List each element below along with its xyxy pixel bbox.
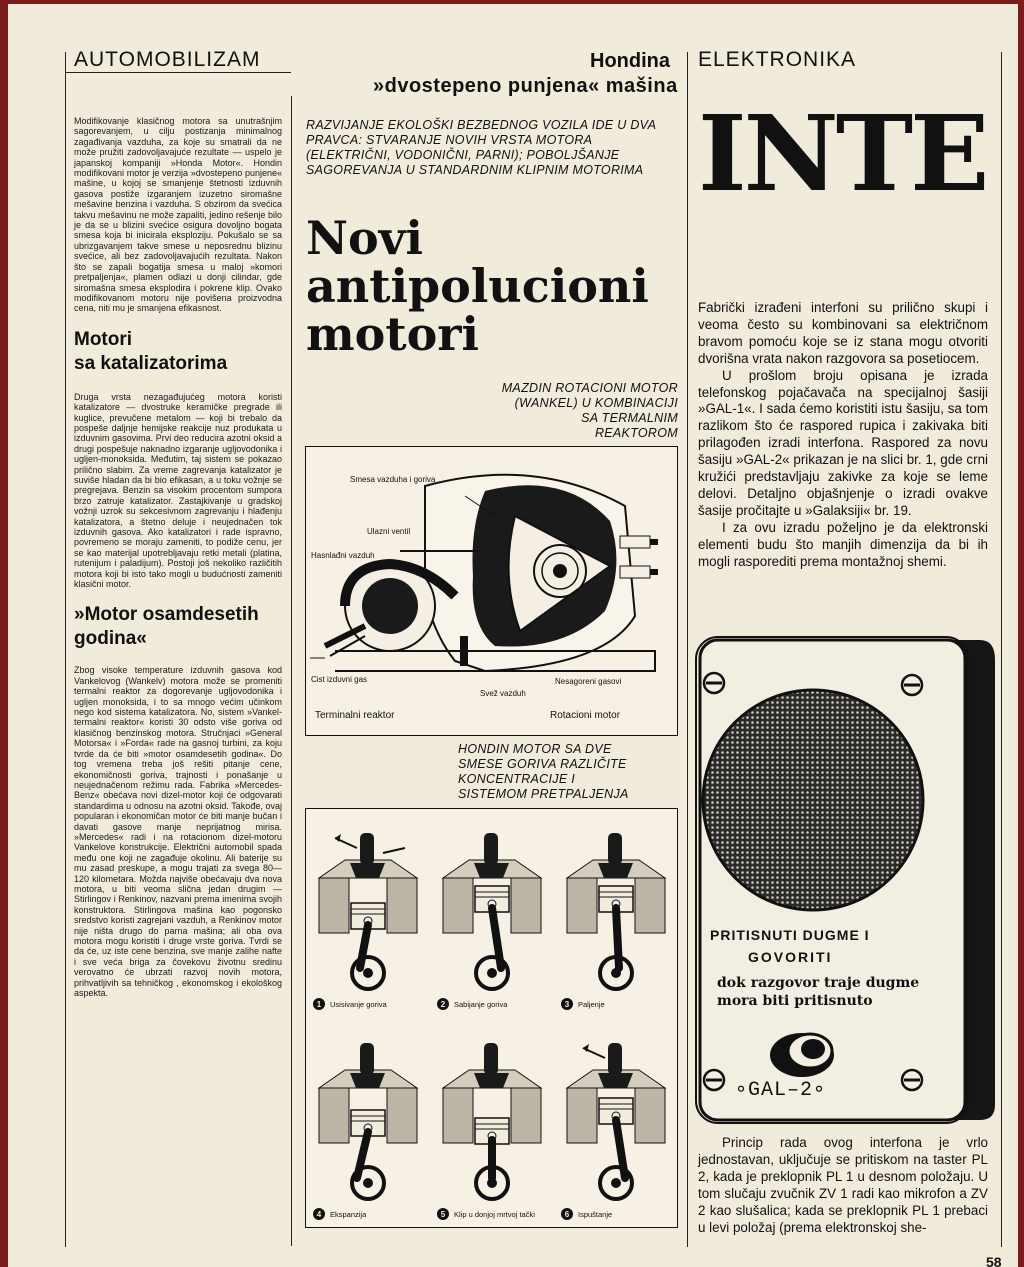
label-intake: Ulazni ventil (367, 527, 411, 536)
caption-mazda-line3: SA TERMALNIM (581, 411, 678, 425)
para-intro: Fabrički izrađeni interfoni su prilično skupi i veoma često su kombinovani sa električnom bravom pomoću koje se iz stana mogu otvoriti dvorišna vrata nakon razgovora sa posetiocem. (698, 300, 988, 366)
device-hand-line1: dok razgovor traje dugme (717, 975, 920, 991)
subheading-catalysts-line1: Motori (74, 328, 133, 350)
label-reactor: Terminalni reaktor (315, 710, 395, 721)
wankel-reactor-diagram (305, 446, 678, 736)
stage-label: Ekspanzija (330, 1210, 367, 1219)
intercom-device-illustration (690, 635, 995, 1125)
honda-stages-diagram (305, 808, 678, 1228)
label-fresh-air: Svež vazduh (480, 689, 526, 698)
intro-italic: RAZVIJANJE EKOLOŠKI BEZBEDNOG VOZILA IDE U DVA PRAVCA: STVARANJE NOVIH VRSTA MOTORA (ELEKTRIČNI, VODONIČNI, PARNI); POBOLJŠANJE SAGOREVANJA U STANDARDNIM KLIPNIM MOTORIMA (306, 118, 656, 177)
caption-honda-line2: SMESE GORIVA RAZLIČITE (458, 757, 627, 771)
eighties-paragraph: Zbog visoke temperature izduvnih gasova kod Vankelovog (Wankelv) motora može se promeniti termalni reaktor za dogorevanje ugljovodonika i ugljen monoksida, i to sa mnogo većim učinkom nego kod sistema katalizatora. No, sistem »Vankel-termalni reaktor« koristi 30 odsto više goriva od klasičnog benzinskog motora. Stručnjaci »General Motorsa« i »Forda« rade na gasnoj turbini, za koju tvrde da će biti »motor osamdesetih godina«. Do tog vremena treba još rešiti pitanje cene, ekonomičnosti goriva, trajnosti i ponašanje u neujednačenom režimu rada. Fabrika »Mercedes-Benz« obećava novi dizel-motor koji će odgovarati standardima u odnosu na azotni oksid. Takođe, ovaj popularan i ekonomičan motor će biti manje bučan i davati gasove manje neprijatnog mirisa. »Mercedes« radi i na rotacionom dizel-motoru Vankelove konstrukcije. Električni automobil spada među one koji ne zagađuje okolinu. Ali baterije su mu zasad preskupe, a mogu trajati za svega 80—120 kilometara. Možda najviše obećavaju dva nova motora, u biti veoma slična jedan drugim — Stirlingov i Renkinov, nazvani prema imenima svojih konstruktora. Stirlingova mašina kao pogonsko sredstvo koristi zagrejani vazduh, a Renkinov motor nije ništa drugo do parna mašina; ali oba ova motora mogu koristiti i druge vrste goriva. Tvrdi se da će, uz iste cene benzina, sve manje zalihe nafte i sve veća briga za čovekovu životnu sredinu verovatno će ubrzati razvoj novih motora, prihvatljivih sa tehničkog , ekonomskog i ekološkog aspekta. (74, 665, 282, 999)
label-unburnt: Nesagoreni gasovi (555, 677, 622, 686)
column-right (698, 300, 988, 571)
para-principle-wrap (698, 1135, 988, 1236)
stage-label: Sabijanje goriva (454, 1000, 508, 1009)
title-line3: motori (306, 307, 479, 361)
section-header-automobilizam: AUTOMOBILIZAM (74, 48, 261, 71)
label-exhaust: Cist izduvni gas (311, 675, 368, 684)
column-rule-left (65, 52, 66, 1247)
stage-number: 1 (316, 1000, 322, 1009)
intro-paragraph: Modifikovanje klasičnog motora sa unutrašnjim sagorevanjem, u cilju postizanja minimalnog zagađivanja vazduha, za koje su smatrali da ne može pružiti zadovoljavajuće rezultate — uspelo je japanskoj kompaniji »Honda Motor«. Hondin modifikovani motor je verzija »dvostepeno punjene« mašine, u kojoj se smanjenje štetnosti izduvnih gasova postiže izgaranjem izuzetno siromašne mešavine benzina i vazduha. S obzirom da svećica takvu mešavinu ne može zapaliti, jedino rešenje bilo je da se u blizini svećice osigura dovoljno bogata smesa koja bi inicirala eksploziju. Pokušalo se sa ubrizgavanjem takve smese u neposrednu blizinu svećice, ali bez zadovoljavajućih rezultata. Nakon što se zapali bogatija smesa u maloj »komori pretpaljenja«, plamen odlazi u donji cilindar, gde siromašna smesa eksplodira i pokrene klip. Ovako modifikovanom motoru nije povišena proizvodna cena, niti mu je smanjena efikasnost. (74, 116, 282, 314)
catalysts-paragraph: Druga vrsta nezagađujućeg motora koristi katalizatore — dvostruke keramičke pregrade ili kuglice, prevučene metalom — koji bi trebalo da pospeše daljnje hemijske reakcije nuz produkata u izduvnim gasovima. Prvi deo reducira azotni oksid a drugi pospešuje naknadno izgaranje ugljovodonika i ugljen-monoksida. Međutim, taj sistem se pokazao prilično slabim. Za vreme zagrevanja katalizator je suviše hladan da bi bio efikasan, a u toku vožnje se pregrejava. Benzin sa visokim procentom sumpora brzo zatruje katalizator. Zastajkivanje u gradskoj vožnji uzrok su sekcesivnom zagrevanju i hlađenju katalizatora, a štetno deluje i neujednačen tok izduvnih gasova. Ako katalizatori i rade ispravno, povremeno se moraju zameniti, to podiže cenu, jer se kao materijal upotrebljavaju retki metali (platina, rutenijum i paladijum). Postoji još nekoliko različitih motora koji bi isto tako mogli u budućnosti zameniti klasični motor. (74, 391, 282, 590)
column-middle (306, 118, 678, 178)
para-principle: Princip rada ovog interfona je vrlo jednostavan, uključuje se pritiskom na taster PL 2, kada je preklopnik PL 1 u desnom položaju. U tom slučaju zvučnik ZV 1 radi kao mikrofon a ZV 2 kao slušalica; kada se preklopnik PL 1 prebaci u levi položaj (prema elektronskoj she- (698, 1135, 988, 1235)
column-rule-right (687, 52, 688, 1247)
para-chassis: U prošlom broju opisana je izrada telefonskog pojačavača na specijalnoj šasiji »GAL-1«. I sada ćemo koristiti istu šasiju, sa tom razlikom što će raspored rupica i zakivaka biti prilagođen izradi interfona. Raspored za novu šasiju »GAL-2« prikazan je na slici br. 1, gde crni kružići predstavljaju zakivke za koje se leme delovi. Detaljno objašnjenje o izradi ovakve šasije pročitajte u »Galaksiji« br. 19. (698, 367, 988, 518)
stage-label: Usisivanje goriva (330, 1000, 387, 1009)
big-title-inte: INTE (698, 100, 987, 210)
title-line2: antipolucioni (306, 259, 649, 313)
para-components: I za ovu izradu poželjno je da elektronski elementi budu što manjih dimenzija da bi ih mogli rasporediti prema montažnoj shemi. (698, 519, 988, 569)
label-hot-air: Hasnlađni vazduh (311, 551, 375, 560)
subheading-eighties (74, 603, 282, 651)
title-line1: Novi (306, 211, 423, 265)
speaker-grille-icon (703, 690, 923, 910)
article-header-line1: Hondina (590, 50, 670, 72)
stage-label: Paljenje (578, 1000, 605, 1009)
label-rotary: Rotacioni motor (550, 710, 621, 721)
device-label-line2: GOVORITI (748, 949, 833, 965)
stage-label: Ispuštanje (578, 1210, 613, 1219)
article-header-line2: »dvostepeno punjena« mašina (373, 75, 678, 97)
caption-mazda-line1: MAZDIN ROTACIONI MOTOR (501, 381, 678, 395)
page-number: 58 (986, 1254, 1002, 1267)
stage-number: 5 (440, 1210, 446, 1219)
subheading-catalysts (74, 328, 282, 376)
caption-mazda-line2: (WANKEL) U KOMBINACIJI (514, 396, 678, 410)
subheading-eighties-line2: godina« (74, 628, 147, 650)
column-rule-middle (291, 96, 292, 1246)
column-rule-far-right (1001, 52, 1002, 1247)
stage-number: 6 (564, 1210, 570, 1219)
stage-number: 3 (564, 1000, 570, 1009)
device-name-label: ∘GAL–2∘ (735, 1079, 827, 1102)
device-label-line1: PRITISNUTI DUGME I (710, 927, 870, 943)
device-hand-line2: mora biti pritisnuto (717, 993, 873, 1009)
stage-label: Klip u donjoj mrtvoj tački (454, 1210, 535, 1219)
stage-number: 2 (440, 1000, 446, 1009)
section-header-elektronika: ELEKTRONIKA (698, 48, 857, 71)
caption-honda (458, 742, 678, 802)
caption-mazda-line4: REAKTOROM (594, 426, 678, 440)
caption-honda-line3: KONCENTRACIJE I (458, 772, 576, 786)
header-rule-left (65, 72, 291, 73)
article-title (306, 211, 686, 361)
label-mix: Smesa vazduha i goriva (350, 475, 436, 484)
stage-number: 4 (316, 1210, 322, 1219)
caption-honda-line4: SISTEMOM PRETPALJENJA (458, 787, 629, 801)
caption-honda-line1: HONDIN MOTOR SA DVE (458, 742, 612, 756)
subheading-eighties-line1: »Motor osamdesetih (74, 604, 259, 626)
push-button-icon (770, 1033, 834, 1077)
column-left (74, 116, 282, 998)
caption-mazda (430, 381, 678, 441)
subheading-catalysts-line2: sa katalizatorima (74, 352, 228, 374)
